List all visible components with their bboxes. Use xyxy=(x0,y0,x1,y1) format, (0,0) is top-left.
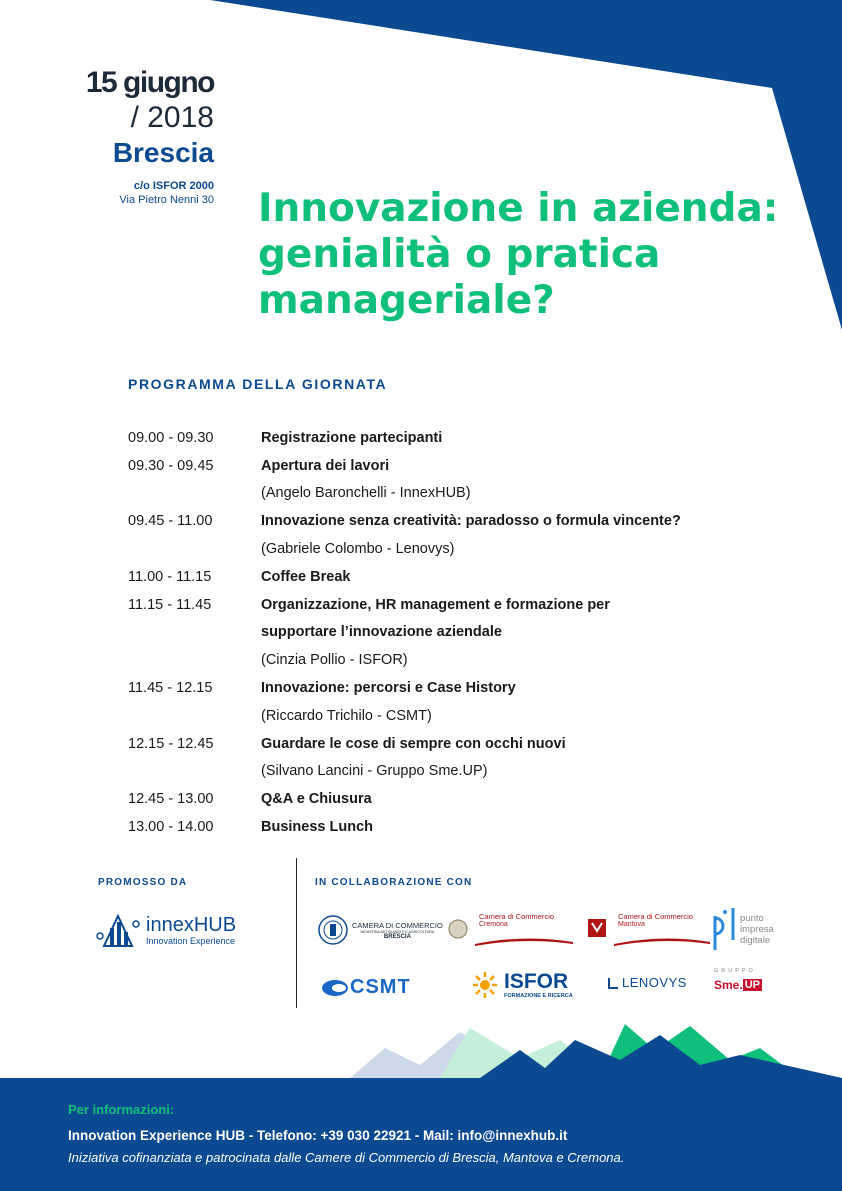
agenda-row xyxy=(128,813,808,841)
agenda-row xyxy=(128,619,808,647)
agenda-row xyxy=(128,646,808,674)
lenovys-mark-icon xyxy=(607,977,619,989)
pid-line3: digitale xyxy=(740,934,771,946)
lenovys-name: LENOVYS xyxy=(622,975,687,990)
pid-line2: impresa xyxy=(740,923,774,935)
footer-contact: Innovation Experience HUB - Telefono: +39 030 22921 - Mail: info@innexhub.it xyxy=(68,1128,568,1143)
pid-line1: punto xyxy=(740,912,764,924)
venue-address: Via Pietro Nenni 30 xyxy=(119,194,214,206)
cremona-swoosh-icon xyxy=(475,932,575,946)
mantova-swoosh-icon xyxy=(614,932,712,946)
smeup-group: GRUPPO xyxy=(714,968,756,974)
innexhub-logo xyxy=(96,910,236,950)
cciaa-brescia-line3: BRESCIA xyxy=(383,933,411,940)
agenda-row xyxy=(128,535,808,563)
agenda-row xyxy=(128,674,808,702)
cciaa-mantova-line2: Mantova xyxy=(618,921,645,928)
agenda-speaker: (Riccardo Trichilo - CSMT) xyxy=(261,707,432,724)
isfor-sun-icon xyxy=(472,970,498,1000)
agenda-row xyxy=(128,785,808,813)
event-date-day: 15 giugno xyxy=(85,66,214,99)
agenda-title: Business Lunch xyxy=(261,819,373,836)
agenda-row xyxy=(128,591,808,619)
cciaa-cremona-line2: Cremona xyxy=(479,921,508,928)
event-date-block xyxy=(14,66,214,206)
agenda-title: Registrazione partecipanti xyxy=(261,429,443,446)
innexhub-tagline: Innovation Experience xyxy=(146,936,236,946)
agenda-time: 11.00 - 11.15 xyxy=(128,568,212,585)
agenda-time: 12.15 - 12.45 xyxy=(128,735,214,752)
agenda-speaker: (Angelo Baronchelli - InnexHUB) xyxy=(261,485,471,502)
agenda-speaker: (Cinzia Pollio - ISFOR) xyxy=(261,652,408,669)
mountains-decoration xyxy=(0,1010,842,1082)
cciaa-cremona-line1: Camera di Commercio xyxy=(479,912,555,921)
cremona-crest-icon xyxy=(447,916,469,942)
cciaa-brescia-line2: INDUSTRIA ARTIGIANATO E AGRICOLTURA xyxy=(360,929,435,934)
agenda-time: 09.45 - 11.00 xyxy=(128,513,213,530)
agenda-row xyxy=(128,452,808,480)
isfor-logo xyxy=(472,970,573,1000)
isfor-tagline: FORMAZIONE E RICERCA xyxy=(504,993,573,999)
csmt-swirl-icon xyxy=(320,977,350,999)
agenda-time: 13.00 - 14.00 xyxy=(128,819,214,836)
pid-logo xyxy=(712,906,774,952)
agenda-title: Guardare le cose di sempre con occhi nuovi xyxy=(261,735,566,752)
csmt-logo xyxy=(320,976,411,999)
innexhub-icon xyxy=(96,910,140,950)
agenda-title: Innovazione senza creatività: paradosso o formula vincente? xyxy=(261,513,681,530)
cciaa-brescia-line1: CAMERA DI COMMERCIO xyxy=(352,920,443,930)
agenda-row xyxy=(128,480,808,508)
agenda-list xyxy=(128,424,808,841)
promoted-by-label: PROMOSSO DA xyxy=(98,877,188,888)
agenda-title: Innovazione: percorsi e Case History xyxy=(261,680,516,697)
agenda-time: 09.30 - 09.45 xyxy=(128,457,214,474)
collaboration-label: IN COLLABORAZIONE CON xyxy=(315,877,473,888)
agenda-row xyxy=(128,507,808,535)
agenda-time: 09.00 - 09.30 xyxy=(128,429,214,446)
event-date-year: / 2018 xyxy=(130,101,214,134)
seal-icon xyxy=(318,912,348,948)
footer-info-label: Per informazioni: xyxy=(68,1102,175,1117)
agenda-speaker: (Silvano Lancini - Gruppo Sme.UP) xyxy=(261,763,488,780)
pid-icon xyxy=(712,906,738,952)
isfor-name: ISFOR xyxy=(504,970,569,993)
cciaa-mantova-logo xyxy=(586,912,702,946)
agenda-title: Q&A e Chiusura xyxy=(261,791,372,808)
cciaa-mantova-line1: Camera di Commercio xyxy=(618,912,694,921)
cciaa-cremona-logo xyxy=(447,912,569,946)
innexhub-name: innexHUB xyxy=(146,914,237,936)
agenda-row xyxy=(128,730,808,758)
venue-name: c/o ISFOR 2000 xyxy=(133,180,214,192)
agenda-row xyxy=(128,758,808,786)
event-city: Brescia xyxy=(112,137,214,168)
event-headline: Innovazione in azienda: genialità o pratica manageriale? xyxy=(258,186,779,323)
agenda-row xyxy=(128,563,808,591)
footer-note: Iniziativa cofinanziata e patrocinata dalle Camere di Commercio di Brescia, Mantova e Cremona. xyxy=(68,1150,625,1165)
sponsor-divider xyxy=(296,858,297,1008)
cciaa-brescia-logo xyxy=(318,912,443,948)
agenda-title: Apertura dei lavori xyxy=(261,457,390,474)
agenda-title: Organizzazione, HR management e formazione per xyxy=(261,596,610,613)
mantova-crest-icon xyxy=(586,917,608,941)
agenda-speaker: (Gabriele Colombo - Lenovys) xyxy=(261,541,455,558)
smeup-name-b: UP xyxy=(744,979,760,991)
agenda-row xyxy=(128,424,808,452)
smeup-logo xyxy=(714,968,762,992)
agenda-time: 11.45 - 12.15 xyxy=(128,680,213,697)
agenda-row xyxy=(128,702,808,730)
agenda-time: 12.45 - 13.00 xyxy=(128,791,214,808)
agenda-title: supportare l’innovazione aziendale xyxy=(261,624,502,641)
agenda-title: Coffee Break xyxy=(261,568,351,585)
csmt-name: CSMT xyxy=(350,976,411,998)
agenda-time: 11.15 - 11.45 xyxy=(128,596,212,613)
lenovys-logo xyxy=(607,975,687,990)
program-title: PROGRAMMA DELLA GIORNATA xyxy=(128,376,388,392)
smeup-name-a: Sme. xyxy=(714,978,743,992)
